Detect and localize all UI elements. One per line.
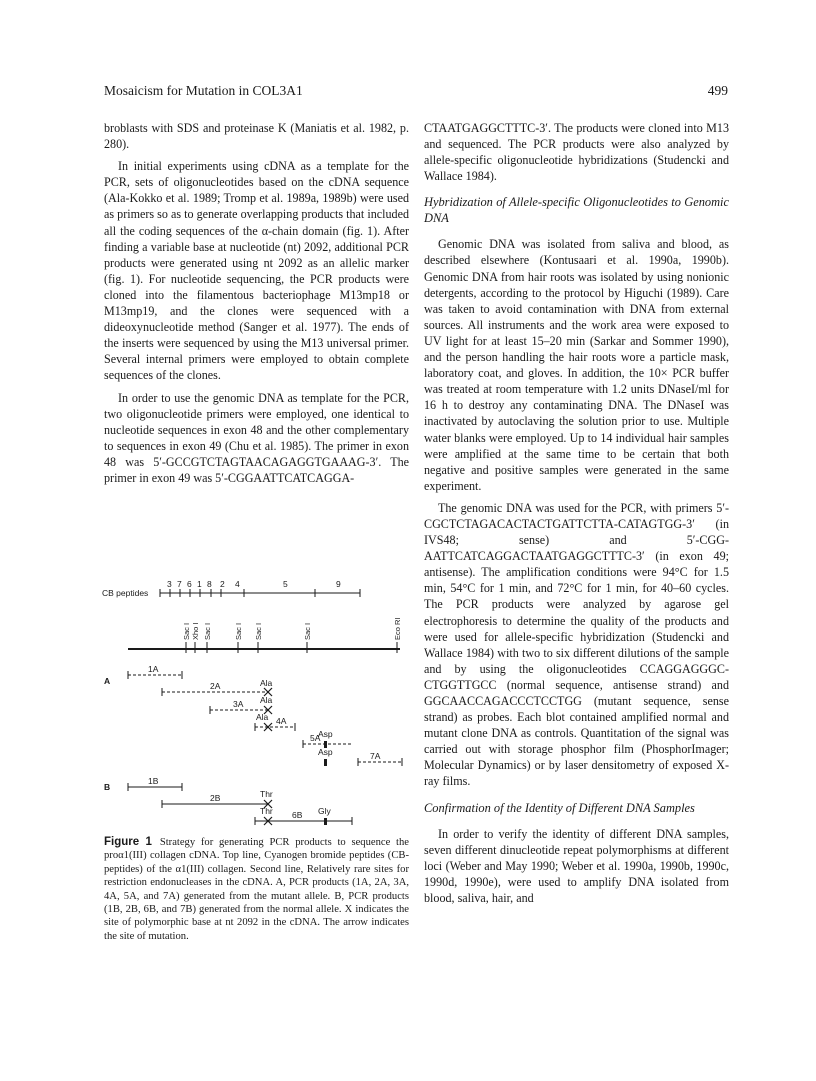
product-label: 1B	[148, 776, 159, 786]
mutation-arrow	[324, 818, 327, 825]
figure-caption	[104, 836, 409, 943]
paragraph: broblasts with SDS and proteinase K (Maniatis et al. 1982, p. 280).	[104, 121, 409, 152]
product-marker: Ala	[256, 712, 269, 722]
restriction-site: Sac I	[182, 622, 191, 640]
paragraph: Genomic DNA was isolated from saliva and blood, as described elsewhere (Kontusaari et al. 1990a, 1990b). Genomic DNA from hair roots was isolated by using nonionic detergents, according to the protocol by Higuchi (1989). Care was taken to avoid contamination with DNA from external sources. All instruments and the work area were exposed to UV light for at least 15–20 min (Sarkar and Sommer 1990), and the person handling the hair roots wore a particle mask, laboratory coat, and gloves. In addition, the 10× PCR buffer was treated at room temperature with 1.2 units DNaseI/ml for 16 h to destroy any contaminating DNA. The DNaseI was inactivated by autoclaving the solution prior to use. Multiple water blanks were employed. Up to 14 individual hair samples were amplified at the same time to be certain that both negative and positive samples were generated in the same experiment.	[424, 237, 729, 493]
product-marker: Asp	[318, 747, 333, 757]
product-marker: Thr	[260, 806, 273, 816]
cb-number: 3	[167, 579, 172, 589]
restriction-site: Xho I	[191, 622, 200, 640]
product-label: 6B	[292, 810, 303, 820]
cb-number: 9	[336, 579, 341, 589]
restriction-site: Sac I	[254, 622, 263, 640]
cb-number: 8	[207, 579, 212, 589]
running-title: Mosaicism for Mutation in COL3A1	[104, 83, 303, 98]
paragraph: In order to use the genomic DNA as template for the PCR, two oligonucleotide primers were employed, one identical to nucleotide sequences in exon 48 and the other complementary to sequences in exon 49 (Chu et al. 1985). The primer in exon 48 was 5′-GCCGTCTAGTAACAGAGGTGAAAG-3′. The primer in exon 49 was 5′-CGGAATTCATCAGGA-	[104, 390, 409, 485]
section-heading: Confirmation of the Identity of Different DNA Samples	[424, 800, 695, 815]
product-label: 1A	[148, 664, 159, 674]
figure-1-diagram	[100, 568, 418, 830]
restriction-site: Eco RI	[393, 617, 402, 640]
restriction-site: Sac I	[234, 622, 243, 640]
left-column	[104, 120, 409, 492]
product-label: 7A	[370, 751, 381, 761]
restriction-site: Sac I	[303, 622, 312, 640]
figure-svg	[100, 568, 418, 830]
product-marker: Asp	[318, 729, 333, 739]
cb-number: 5	[283, 579, 288, 589]
caption-text: Strategy for generating PCR products to sequence the proα1(III) collagen cDNA. Top line, Cyanogen bromide peptides (CB-peptides) of the α1(III) collagen. Second line, Relatively rare sites for restriction endonucleases in the cDNA. A, PCR products (1A, 2A, 3A, 4A, 5A, and 7A) generated from the mutant allele. B, PCR products (1B, 2B, 6B, and 7B) generated from the normal allele. X indicates the site of polymorphic base at nt 2092 in the cDNA. The arrow indicates the site of mutation.	[104, 837, 409, 942]
cb-number: 6	[187, 579, 192, 589]
product-marker: Ala	[260, 695, 273, 705]
paragraph: The genomic DNA was used for the PCR, with primers 5′-CGCTCTAGACACTACTGATTCTTA-CATAGTGG-3′ (in IVS48; sense) and 5′-CGG-AATTCATCAGGACTAATGAGGCTTTC-3′ (in exon 49; antisense). The amplification conditions were 94°C for 1.5 min, 54°C for 1 min, and 72°C for 1 min, for 40–60 cycles. The PCR products were analyzed by agarose gel electrophoresis to determine the quality of the products and were used for allele-specific hybridization (Studencki and Wallace 1984) with two to six different dilutions of the sample and by using the oligonucleotides CCAGGAGGGC-CTGGTTGCC (normal sequence, antisense strand) and GGCAACCAGACCCTCCTGG (mutant sequence, sense strand) as probes. Each blot contained amplified normal and mutant clone DNA as controls. Quantitation of the signal was carried out with storage phosphor film (PhosphorImager; Molecular Dynamics) or by laser densitometry of exposed X-ray films.	[424, 500, 729, 789]
panel-label-b: B	[104, 782, 111, 792]
product-marker: Thr	[260, 789, 273, 799]
restriction-site: Sac I	[203, 622, 212, 640]
product-marker: Ala	[260, 678, 273, 688]
page-number: 499	[707, 83, 728, 98]
cb-number: 4	[235, 579, 240, 589]
product-label: 4A	[276, 716, 287, 726]
paragraph: CTAATGAGGCTTTC-3′. The products were cloned into M13 and sequenced. The PCR products were also analyzed by allele-specific oligonucleotide hybridizations (Studencki and Wallace 1984).	[424, 121, 729, 184]
cb-peptides-label: CB peptides	[102, 588, 149, 598]
product-label: 2B	[210, 793, 221, 803]
product-label: 5A	[310, 733, 321, 743]
cb-number: 1	[197, 579, 202, 589]
right-column	[424, 120, 729, 912]
product-marker: Gly	[318, 806, 331, 816]
figure-label: Figure 1	[104, 836, 152, 848]
section-heading: Hybridization of Allele-specific Oligonucleotides to Genomic DNA	[424, 195, 729, 226]
paragraph: In initial experiments using cDNA as a template for the PCR, sets of oligonucleotides based on the cDNA sequence (Ala-Kokko et al. 1989; Tromp et al. 1989a, 1989b) were used as primers so as to generate overlapping products that included all the coding sequences of the α-chain domain (fig. 1). After finding a variable base at nucleotide (nt) 2092, additional PCR products were generated using nt 2092 as an allelic marker (fig. 1). For nucleotide sequencing, the PCR products were cloned into the filamentous bacteriophage M13mp18 or M13mp19, and the clones were sequenced with a dideoxynucleotide method (Sanger et al. 1977). The ends of the inserts were sequenced by using the M13 universal primer. Several internal primers were employed to obtain complete sequences of the clones.	[104, 159, 409, 383]
product-label: 2A	[210, 681, 221, 691]
cb-number: 7	[177, 579, 182, 589]
cb-number: 2	[220, 579, 225, 589]
panel-label-a: A	[104, 676, 111, 686]
paragraph: In order to verify the identity of different DNA samples, seven different dinucleotide repeat polymorphisms at different loci (Weber and May 1990; Weber et al. 1990a, 1990b, 1990c, 1990d, 1990e), were used to amplify DNA isolated from blood, saliva, hair, and	[424, 826, 729, 905]
product-label: 3A	[233, 699, 244, 709]
mutation-arrow	[324, 759, 327, 766]
